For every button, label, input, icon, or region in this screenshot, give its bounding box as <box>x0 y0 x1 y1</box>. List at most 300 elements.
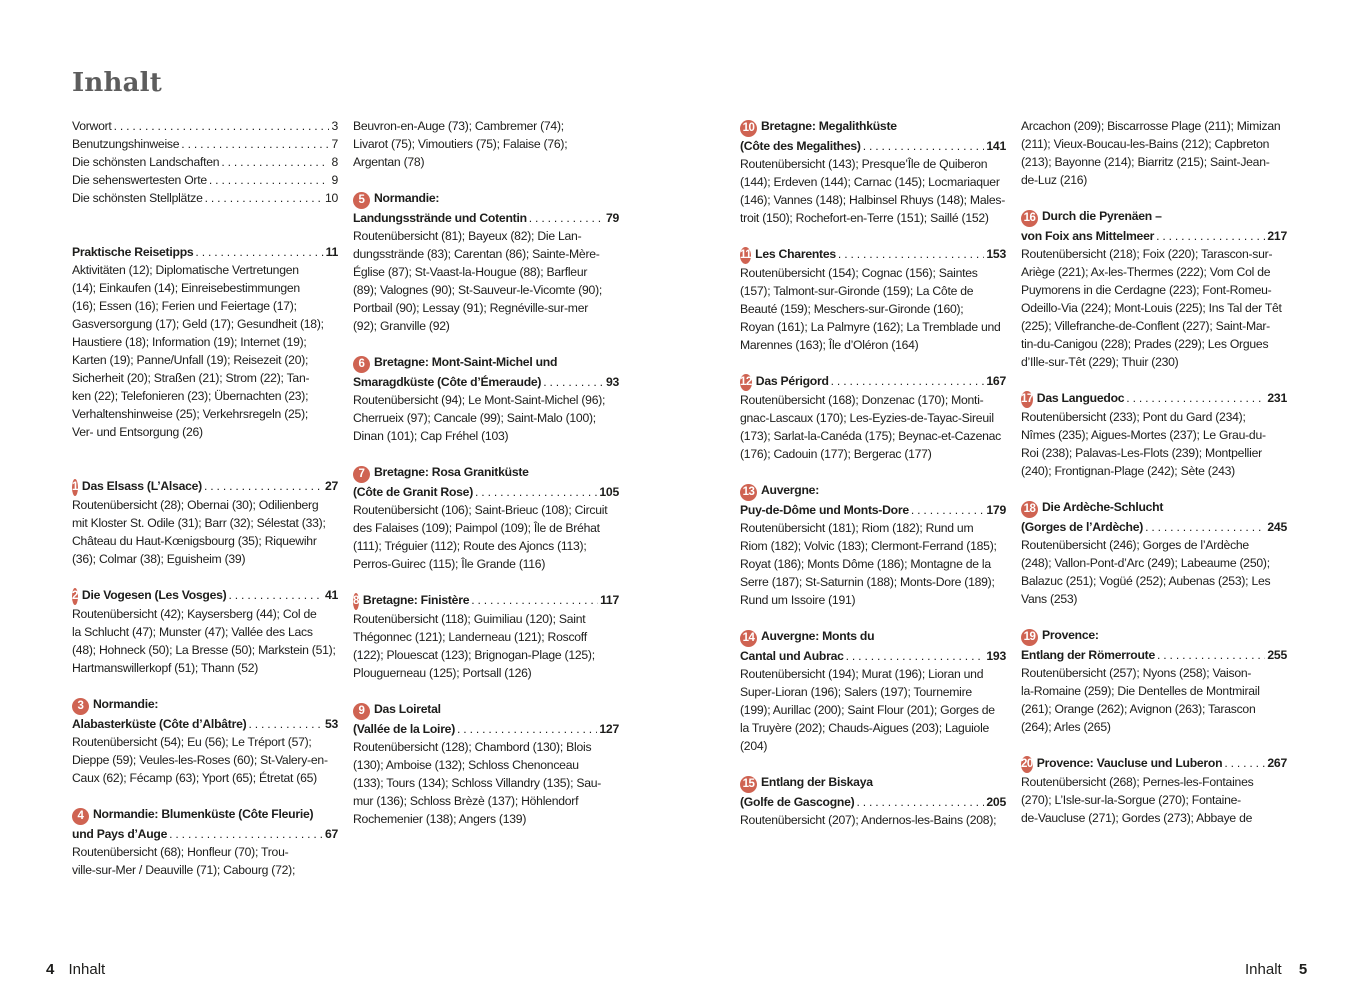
footer-left <box>46 961 105 978</box>
toc-entry-line <box>353 209 619 227</box>
subentry-line: d’Ille-sur-Têt (229); Thuir (230) <box>1021 355 1179 369</box>
toc-tour-title-line <box>1021 626 1287 646</box>
tour-number-badge: 19 <box>1021 629 1038 646</box>
toc-tour-title-line <box>740 481 1006 501</box>
subentry-line: Château du Haut-Kœnigsbourg (35); Riquewihr <box>72 534 317 548</box>
subentry-line: Routenübersicht (81); Bayeux (82); Die Lan- <box>353 229 582 243</box>
subentry-line: (14); Einkaufen (14); Einreisebestimmungen <box>72 281 300 295</box>
toc-column-4 <box>1021 117 1287 827</box>
subentry-line: gnac-Lascaux (170); Les-Eyzies-de-Tayac-Sireuil <box>740 411 994 425</box>
subentry-line: (144); Erdeven (144); Carnac (145); Locmariaquer <box>740 175 1000 189</box>
tour-number-badge: 13 <box>740 484 757 501</box>
toc-tour-title-line <box>740 117 1006 137</box>
dot-leader <box>846 647 985 665</box>
subentry-line: Aktivitäten (12); Diplomatische Vertretungen <box>72 263 299 277</box>
toc-page-number: 11 <box>325 245 338 259</box>
tour-number-badge: 16 <box>1021 210 1038 227</box>
toc-tour-continued <box>353 117 619 171</box>
toc-entry-line <box>740 793 1006 811</box>
dot-leader <box>221 153 329 171</box>
toc-entry-title: (Vallée de la Loire) <box>353 722 456 736</box>
dot-leader <box>911 501 985 519</box>
subentry-line: (261); Orange (262); Avignon (263); Tarascon <box>1021 702 1256 716</box>
toc-page-number: 255 <box>1267 648 1287 662</box>
toc-entry-line <box>72 135 338 153</box>
toc-tour-subentries <box>1021 773 1287 827</box>
toc-column-3 <box>740 117 1006 829</box>
toc-tour-title-text: Durch die Pyrenäen – <box>1042 209 1162 223</box>
toc-tour-1 <box>72 477 338 568</box>
subentry-line: Routenübersicht (94); Le Mont-Saint-Michel (96); <box>353 393 606 407</box>
toc-entry-title: Die schönsten Landschaften <box>72 155 220 169</box>
toc-entry-line <box>353 591 619 610</box>
toc-tour-subentries <box>740 519 1006 609</box>
subentry-line: Dinan (101); Cap Fréhel (103) <box>353 429 509 443</box>
toc-entry-title: (Côte de Granit Rose) <box>353 485 474 499</box>
subentry-line: Routenübersicht (268); Pernes-les-Fontaines <box>1021 775 1254 789</box>
dot-leader <box>856 793 984 811</box>
subentry-line: Hartmanswillerkopf (51); Thann (52) <box>72 661 259 675</box>
tour-number-badge: 12 <box>740 374 752 391</box>
dot-leader <box>181 135 329 153</box>
subentry-line: (122); Plouescat (123); Brignogan-Plage (125); <box>353 648 595 662</box>
toc-tour-title-line <box>1021 207 1287 227</box>
toc-entry-title: Praktische Reisetipps <box>72 245 194 259</box>
subentry-line: la Truyère (202); Chauds-Aigues (203); Laguiole <box>740 721 990 735</box>
toc-tour-subentries <box>740 665 1006 755</box>
toc-tour-subentries <box>353 501 619 573</box>
toc-entry-line <box>1021 646 1287 664</box>
toc-page-number: 205 <box>986 795 1006 809</box>
subentry-line: Odeillo-Via (224); Mont-Louis (225); Ins Tal der Têt <box>1021 301 1282 315</box>
subentry-line: Riom (182); Volvic (183); Clermont-Ferrand (185); <box>740 539 997 553</box>
toc-entry-line <box>1021 389 1287 408</box>
dot-leader <box>229 586 323 604</box>
subentry-line: Routenübersicht (154); Cognac (156); Saintes <box>740 266 978 280</box>
running-head-right: Inhalt <box>1245 961 1282 978</box>
subentry-line: Routenübersicht (233); Pont du Gard (234); <box>1021 410 1246 424</box>
subentry-line: Marennes (163); Île d’Oléron (164) <box>740 338 919 352</box>
subentry-line: Routenübersicht (28); Obernai (30); Odilienberg <box>72 498 319 512</box>
tour-number-badge: 11 <box>740 247 751 264</box>
tour-number-badge: 17 <box>1021 391 1033 408</box>
subentry-line: Super-Lioran (196); Salers (197); Tournemire <box>740 685 972 699</box>
dot-leader <box>457 720 597 738</box>
subentry-line: Routenübersicht (181); Riom (182); Rund um <box>740 521 974 535</box>
subentry-line: (133); Tours (134); Schloss Villandry (135); Sau- <box>353 776 602 790</box>
subentry-line: Vans (253) <box>1021 592 1078 606</box>
subentry-line: Routenübersicht (128); Chambord (130); Blois <box>353 740 592 754</box>
dot-leader <box>209 171 330 189</box>
toc-page-number: 127 <box>599 722 619 736</box>
toc-tour-subentries <box>740 391 1006 463</box>
dot-leader <box>114 117 330 135</box>
toc-entry-line <box>740 372 1006 391</box>
toc-tour-5 <box>353 189 619 335</box>
toc-tour-subentries <box>1021 245 1287 371</box>
toc-tour-title-text: Bretagne: Mont-Saint-Michel und <box>374 355 558 369</box>
toc-entry-line <box>1021 518 1287 536</box>
toc-page-number: 231 <box>1267 391 1287 405</box>
toc-tour-title-text: Normandie: <box>93 697 159 711</box>
dot-leader <box>831 372 985 390</box>
subentry-line: Arcachon (209); Biscarrosse Plage (211); Mimizan <box>1021 119 1281 133</box>
toc-entry-title: (Gorges de l’Ardèche) <box>1021 520 1144 534</box>
subentry-line: (225); Villefranche-de-Conflent (227); Saint-Mar- <box>1021 319 1270 333</box>
subentry-line: (240); Frontignan-Plage (242); Sète (243) <box>1021 464 1235 478</box>
subentry-line: Routenübersicht (143); Presque’Île de Quiberon <box>740 157 988 171</box>
dot-leader <box>543 373 604 391</box>
tour-number-badge: 18 <box>1021 501 1038 518</box>
dot-leader <box>1126 389 1265 407</box>
subentry-line: Rund um Issoire (191) <box>740 593 856 607</box>
toc-page-number: 3 <box>331 119 338 133</box>
subentry-line: Karten (19); Panne/Unfall (19); Reisezeit (20); <box>72 353 309 367</box>
toc-entry-line <box>72 153 338 171</box>
toc-entry-title: Das Languedoc <box>1036 391 1125 405</box>
toc-tour-9 <box>353 700 619 828</box>
dot-leader <box>1156 227 1265 245</box>
subentry-line: (199); Aurillac (200); Saint Flour (201); Gorges de <box>740 703 995 717</box>
subentry-line: Cherrueix (97); Cancale (99); Saint-Malo (100); <box>353 411 596 425</box>
subentry-line: la-Romaine (259); Die Dentelles de Montmirail <box>1021 684 1260 698</box>
toc-entry-title: Cantal und Aubrac <box>740 649 844 663</box>
toc-page-number: 153 <box>986 247 1006 261</box>
subentry-line: troit (150); Rochefort-en-Terre (151); Saillé (152) <box>740 211 989 225</box>
toc-tour-4 <box>72 805 338 879</box>
subentry-line: de-Vaucluse (271); Gordes (273); Abbaye de <box>1021 811 1253 825</box>
subentry-line: Perros-Guirec (115); Île Grande (116) <box>353 557 546 571</box>
toc-tour-subentries <box>1021 664 1287 736</box>
toc-page-number: 7 <box>331 137 338 151</box>
toc-entry-line <box>72 586 338 605</box>
toc-tour-subentries <box>1021 408 1287 480</box>
toc-page-number: 79 <box>605 211 619 225</box>
dot-leader <box>205 189 323 207</box>
toc-tour-title-text: Auvergne: Monts du <box>761 629 875 643</box>
subentry-line: Puymorens in die Cerdagne (223); Font-Romeu- <box>1021 283 1272 297</box>
subentry-line: dungsstrände (83); Carentan (86); Sainte-Mère- <box>353 247 600 261</box>
toc-tour-subentries <box>353 738 619 828</box>
toc-tour-title-text: Provence: <box>1042 628 1099 642</box>
subentry-line: Routenübersicht (168); Donzenac (170); Monti- <box>740 393 984 407</box>
toc-tour-subentries <box>72 843 338 879</box>
toc-section-practical-tips <box>72 243 338 441</box>
toc-entry-line <box>740 137 1006 155</box>
dot-leader <box>1145 518 1265 536</box>
subentry-line: Église (87); St-Vaast-la-Hougue (88); Barfleur <box>353 265 588 279</box>
toc-tour-14 <box>740 627 1006 755</box>
subentry-line: (130); Amboise (132); Schloss Chenonceau <box>353 758 579 772</box>
subentry-line: (211); Vieux-Boucau-les-Bains (212); Capbreton <box>1021 137 1270 151</box>
tour-number-badge: 2 <box>72 588 78 605</box>
toc-page-number: 10 <box>324 191 338 205</box>
subentry-line: Beauté (159); Meschers-sur-Gironde (160); <box>740 302 964 316</box>
subentry-line: tin-du-Canigou (228); Prades (229); Les Orgues <box>1021 337 1269 351</box>
tour-number-badge: 15 <box>740 776 757 793</box>
toc-tour-19 <box>1021 626 1287 736</box>
subentry-line: Thégonnec (121); Landerneau (121); Roscoff <box>353 630 587 644</box>
subentry-line: (92); Granville (92) <box>353 319 450 333</box>
subentry-line: Routenübersicht (68); Honfleur (70); Trou- <box>72 845 289 859</box>
tour-number-badge: 20 <box>1021 756 1033 773</box>
dot-leader <box>475 483 597 501</box>
subentry-line: Routenübersicht (207); Andernos-les-Bains (208); <box>740 813 997 827</box>
subentry-line: Beuvron-en-Auge (73); Cambremer (74); <box>353 119 564 133</box>
toc-tour-subentries <box>353 117 619 171</box>
toc-entry-line <box>72 825 338 843</box>
toc-entry-title: Die sehenswertesten Orte <box>72 173 207 187</box>
toc-entry-title: (Golfe de Gascogne) <box>740 795 855 809</box>
toc-entry-title: Landungsstrände und Cotentin <box>353 211 527 225</box>
toc-entry-line <box>72 477 338 496</box>
toc-entry-title: Puy-de-Dôme und Monts-Dore <box>740 503 909 517</box>
subentry-line: ville-sur-Mer / Deauville (71); Cabourg (72); <box>72 863 296 877</box>
toc-tour-title-text: Normandie: Blumenküste (Côte Fleurie) <box>93 807 314 821</box>
subentry-line: (176); Cadouin (177); Bergerac (177) <box>740 447 932 461</box>
toc-tour-subentries <box>353 227 619 335</box>
toc-tour-20 <box>1021 754 1287 827</box>
toc-tour-title-line <box>1021 498 1287 518</box>
toc-tour-title-line <box>72 805 338 825</box>
toc-page-number: 141 <box>986 139 1006 153</box>
subentry-line: (157); Talmont-sur-Gironde (159); La Côte de <box>740 284 974 298</box>
toc-page-number: 67 <box>324 827 338 841</box>
subentry-line: Royat (186); Monts Dôme (186); Montagne de la <box>740 557 991 571</box>
subentry-line: Sicherheit (20); Straßen (21); Strom (22); Tan- <box>72 371 310 385</box>
subentry-line: Nîmes (235); Aigues-Mortes (237); Le Grau-du- <box>1021 428 1266 442</box>
toc-tour-title-line <box>353 463 619 483</box>
subentry-line: mit Kloster St. Odile (31); Barr (32); Sélestat (33); <box>72 516 326 530</box>
tour-number-badge: 7 <box>353 466 370 483</box>
subentry-line: Dieppe (59); Veules-les-Roses (60); St-Valery-en- <box>72 753 328 767</box>
toc-entry-title: (Côte des Megalithes) <box>740 139 861 153</box>
toc-tour-title-line <box>72 695 338 715</box>
subentry-line: (173); Sarlat-la-Canéda (175); Beynac-et-Cazenac <box>740 429 1001 443</box>
toc-entry-line <box>353 483 619 501</box>
toc-tour-11 <box>740 245 1006 354</box>
subentry-line: Routenübersicht (118); Guimiliau (120); Saint <box>353 612 586 626</box>
subentry-line: Routenübersicht (42); Kaysersberg (44); Col de <box>72 607 317 621</box>
tour-number-badge: 8 <box>353 593 359 610</box>
tour-number-badge: 9 <box>353 703 370 720</box>
toc-tour-subentries <box>740 811 1006 829</box>
dot-leader <box>204 477 323 495</box>
subentry-line: (213); Bayonne (214); Biarritz (215); Saint-Jean- <box>1021 155 1270 169</box>
subentry-line: Verhaltenshinweise (25); Verkehrsregeln (25); <box>72 407 309 421</box>
tour-number-badge: 1 <box>72 479 78 496</box>
page-title: Inhalt <box>72 68 162 98</box>
page-number-left: 4 <box>46 961 55 978</box>
toc-page-number: 245 <box>1267 520 1287 534</box>
subentry-line: Routenübersicht (54); Eu (56); Le Tréport (57); <box>72 735 312 749</box>
subentry-line: (146); Vannes (148); Halbinsel Rhuys (148); Males- <box>740 193 1006 207</box>
toc-section-subentries <box>72 261 338 441</box>
subentry-line: mur (136); Schloss Brèzè (137); Höhlendorf <box>353 794 579 808</box>
toc-tour-subentries <box>740 155 1006 227</box>
toc-tour-13 <box>740 481 1006 609</box>
toc-tour-title-line <box>353 700 619 720</box>
toc-tour-18 <box>1021 498 1287 608</box>
toc-tour-title-text: Die Ardèche-Schlucht <box>1042 500 1164 514</box>
dot-leader <box>169 825 323 843</box>
toc-tour-title-line <box>740 773 1006 793</box>
toc-column-2 <box>353 117 619 828</box>
toc-page-number: 8 <box>331 155 338 169</box>
page-number-right: 5 <box>1298 961 1308 978</box>
toc-entry-title: Die schönsten Stellplätze <box>72 191 203 205</box>
toc-tour-6 <box>353 353 619 445</box>
dot-leader <box>195 243 323 261</box>
subentry-line: Rochemenier (138); Angers (139) <box>353 812 527 826</box>
toc-tour-8 <box>353 591 619 682</box>
subentry-line: Livarot (75); Vimoutiers (75); Falaise (76); <box>353 137 568 151</box>
dot-leader <box>248 715 323 733</box>
toc-tour-subentries <box>72 605 338 677</box>
toc-page-number: 167 <box>986 374 1006 388</box>
tour-number-badge: 5 <box>353 192 370 209</box>
toc-tour-subentries <box>353 391 619 445</box>
toc-entry-line <box>72 189 338 207</box>
toc-intro-list <box>72 117 338 207</box>
toc-tour-10 <box>740 117 1006 227</box>
subentry-line: (204) <box>740 739 768 753</box>
toc-tour-title-text: Bretagne: Megalithküste <box>761 119 897 133</box>
toc-entry-title: Benutzungshinweise <box>72 137 180 151</box>
toc-entry-line <box>72 715 338 733</box>
toc-tour-title-text: Auvergne: <box>761 483 820 497</box>
toc-entry-title: und Pays d’Auge <box>72 827 168 841</box>
toc-tour-12 <box>740 372 1006 463</box>
toc-entry-line <box>740 245 1006 264</box>
subentry-line: Ariège (221); Ax-les-Thermes (222); Vom Col de <box>1021 265 1271 279</box>
subentry-line: Routenübersicht (106); Saint-Brieuc (108); Circuit <box>353 503 608 517</box>
toc-page-number: 217 <box>1267 229 1287 243</box>
footer-right <box>1245 961 1307 978</box>
toc-tour-subentries <box>1021 536 1287 608</box>
subentry-line: Royan (161); La Palmyre (162); La Tremblade und <box>740 320 1001 334</box>
subentry-line: Caux (62); Fécamp (63); Yport (65); Étretat (65) <box>72 771 317 785</box>
subentry-line: Ver- und Entsorgung (26) <box>72 425 203 439</box>
toc-entry-line <box>740 501 1006 519</box>
subentry-line: Routenübersicht (246); Gorges de l’Ardèche <box>1021 538 1249 552</box>
toc-page-number: 267 <box>1267 756 1287 770</box>
toc-column-1 <box>72 117 338 879</box>
dot-leader <box>1157 646 1265 664</box>
running-head-left: Inhalt <box>68 961 106 978</box>
dot-leader <box>1224 754 1265 772</box>
toc-tour-subentries <box>1021 117 1287 189</box>
subentry-line: Routenübersicht (218); Foix (220); Tarascon-sur- <box>1021 247 1273 261</box>
tour-number-badge: 14 <box>740 630 757 647</box>
toc-tour-2 <box>72 586 338 677</box>
tour-number-badge: 10 <box>740 120 757 137</box>
toc-tour-subentries <box>72 496 338 568</box>
toc-entry-line <box>1021 227 1287 245</box>
toc-entry-line <box>353 720 619 738</box>
toc-tour-3 <box>72 695 338 787</box>
toc-page-number: 9 <box>331 173 338 187</box>
dot-leader <box>863 137 985 155</box>
toc-tour-title-text: Normandie: <box>374 191 440 205</box>
toc-entry-title: Die Vogesen (Les Vosges) <box>81 588 227 602</box>
subentry-line: (89); Valognes (90); St-Sauveur-le-Vicomte (90); <box>353 283 603 297</box>
toc-tour-subentries <box>72 733 338 787</box>
tour-number-badge: 3 <box>72 698 89 715</box>
tour-number-badge: 6 <box>353 356 370 373</box>
subentry-line: Serre (187); St-Saturnin (188); Monts-Dore (189); <box>740 575 995 589</box>
toc-tour-subentries <box>353 610 619 682</box>
toc-entry-title: Alabasterküste (Côte d’Albâtre) <box>72 717 247 731</box>
toc-entry-title: von Foix ans Mittelmeer <box>1021 229 1155 243</box>
toc-tour-16 <box>1021 207 1287 371</box>
toc-entry-title: Smaragdküste (Côte d’Émeraude) <box>353 375 542 389</box>
subentry-line: ken (22); Telefonieren (23); Übernachten (23); <box>72 389 309 403</box>
toc-tour-15 <box>740 773 1006 829</box>
subentry-line: Routenübersicht (194); Murat (196); Lioran und <box>740 667 984 681</box>
subentry-line: Roi (238); Palavas-Les-Flots (239); Montpellier <box>1021 446 1262 460</box>
subentry-line: la Schlucht (47); Munster (47); Vallée des Lacs <box>72 625 313 639</box>
toc-tour-title-text: Bretagne: Rosa Granitküste <box>374 465 529 479</box>
toc-entry-line <box>72 243 338 261</box>
toc-page-number: 27 <box>324 479 338 493</box>
subentry-line: (36); Colmar (38); Eguisheim (39) <box>72 552 246 566</box>
subentry-line: Routenübersicht (257); Nyons (258); Vaison- <box>1021 666 1252 680</box>
toc-entry-title: Das Elsass (L’Alsace) <box>81 479 202 493</box>
toc-page-number: 41 <box>324 588 338 602</box>
toc-tour-title-line <box>353 353 619 373</box>
toc-page-number: 53 <box>324 717 338 731</box>
subentry-line: Plouguerneau (125); Portsall (126) <box>353 666 532 680</box>
subentry-line: (111); Tréguier (112); Route des Ajoncs (113); <box>353 539 587 553</box>
subentry-line: (270); L’Isle-sur-la-Sorgue (270); Fontaine- <box>1021 793 1241 807</box>
toc-page-number: 93 <box>605 375 619 389</box>
toc-entry-title: Les Charentes <box>755 247 836 261</box>
subentry-line: (16); Essen (16); Ferien und Feiertage (17); <box>72 299 297 313</box>
subentry-line: (264); Arles (265) <box>1021 720 1111 734</box>
toc-entry-line <box>72 171 338 189</box>
toc-entry-line <box>1021 754 1287 773</box>
toc-entry-title: Das Périgord <box>755 374 829 388</box>
dot-leader <box>471 591 598 609</box>
tour-number-badge: 4 <box>72 808 89 825</box>
subentry-line: (248); Vallon-Pont-d’Arc (249); Labeaume (250); <box>1021 556 1270 570</box>
toc-tour-subentries <box>740 264 1006 354</box>
toc-tour-title-text: Das Loiretal <box>374 702 441 716</box>
subentry-line: (48); Hohneck (50); La Bresse (50); Markstein (51); <box>72 643 336 657</box>
toc-entry-line <box>353 373 619 391</box>
toc-page-number: 117 <box>600 593 619 607</box>
toc-entry-line <box>72 117 338 135</box>
dot-leader <box>529 209 604 227</box>
toc-entry-line <box>740 647 1006 665</box>
toc-tour-title-line <box>353 189 619 209</box>
toc-tour-title-line <box>740 627 1006 647</box>
toc-tour-title-text: Entlang der Biskaya <box>761 775 873 789</box>
toc-tour-7 <box>353 463 619 573</box>
dot-leader <box>838 245 984 263</box>
subentry-line: Portbail (90); Lessay (91); Regnéville-sur-mer <box>353 301 589 315</box>
toc-entry-title: Provence: Vaucluse und Luberon <box>1036 756 1223 770</box>
subentry-line: Gasversorgung (17); Geld (17); Gesundheit (18); <box>72 317 324 331</box>
subentry-line: Haustiere (18); Information (19); Internet (19); <box>72 335 307 349</box>
toc-tour-17 <box>1021 389 1287 480</box>
toc-tour-continued <box>1021 117 1287 189</box>
toc-entry-title: Vorwort <box>72 119 112 133</box>
subentry-line: de-Luz (216) <box>1021 173 1088 187</box>
toc-page-number: 179 <box>986 503 1006 517</box>
subentry-line: Argentan (78) <box>353 155 425 169</box>
